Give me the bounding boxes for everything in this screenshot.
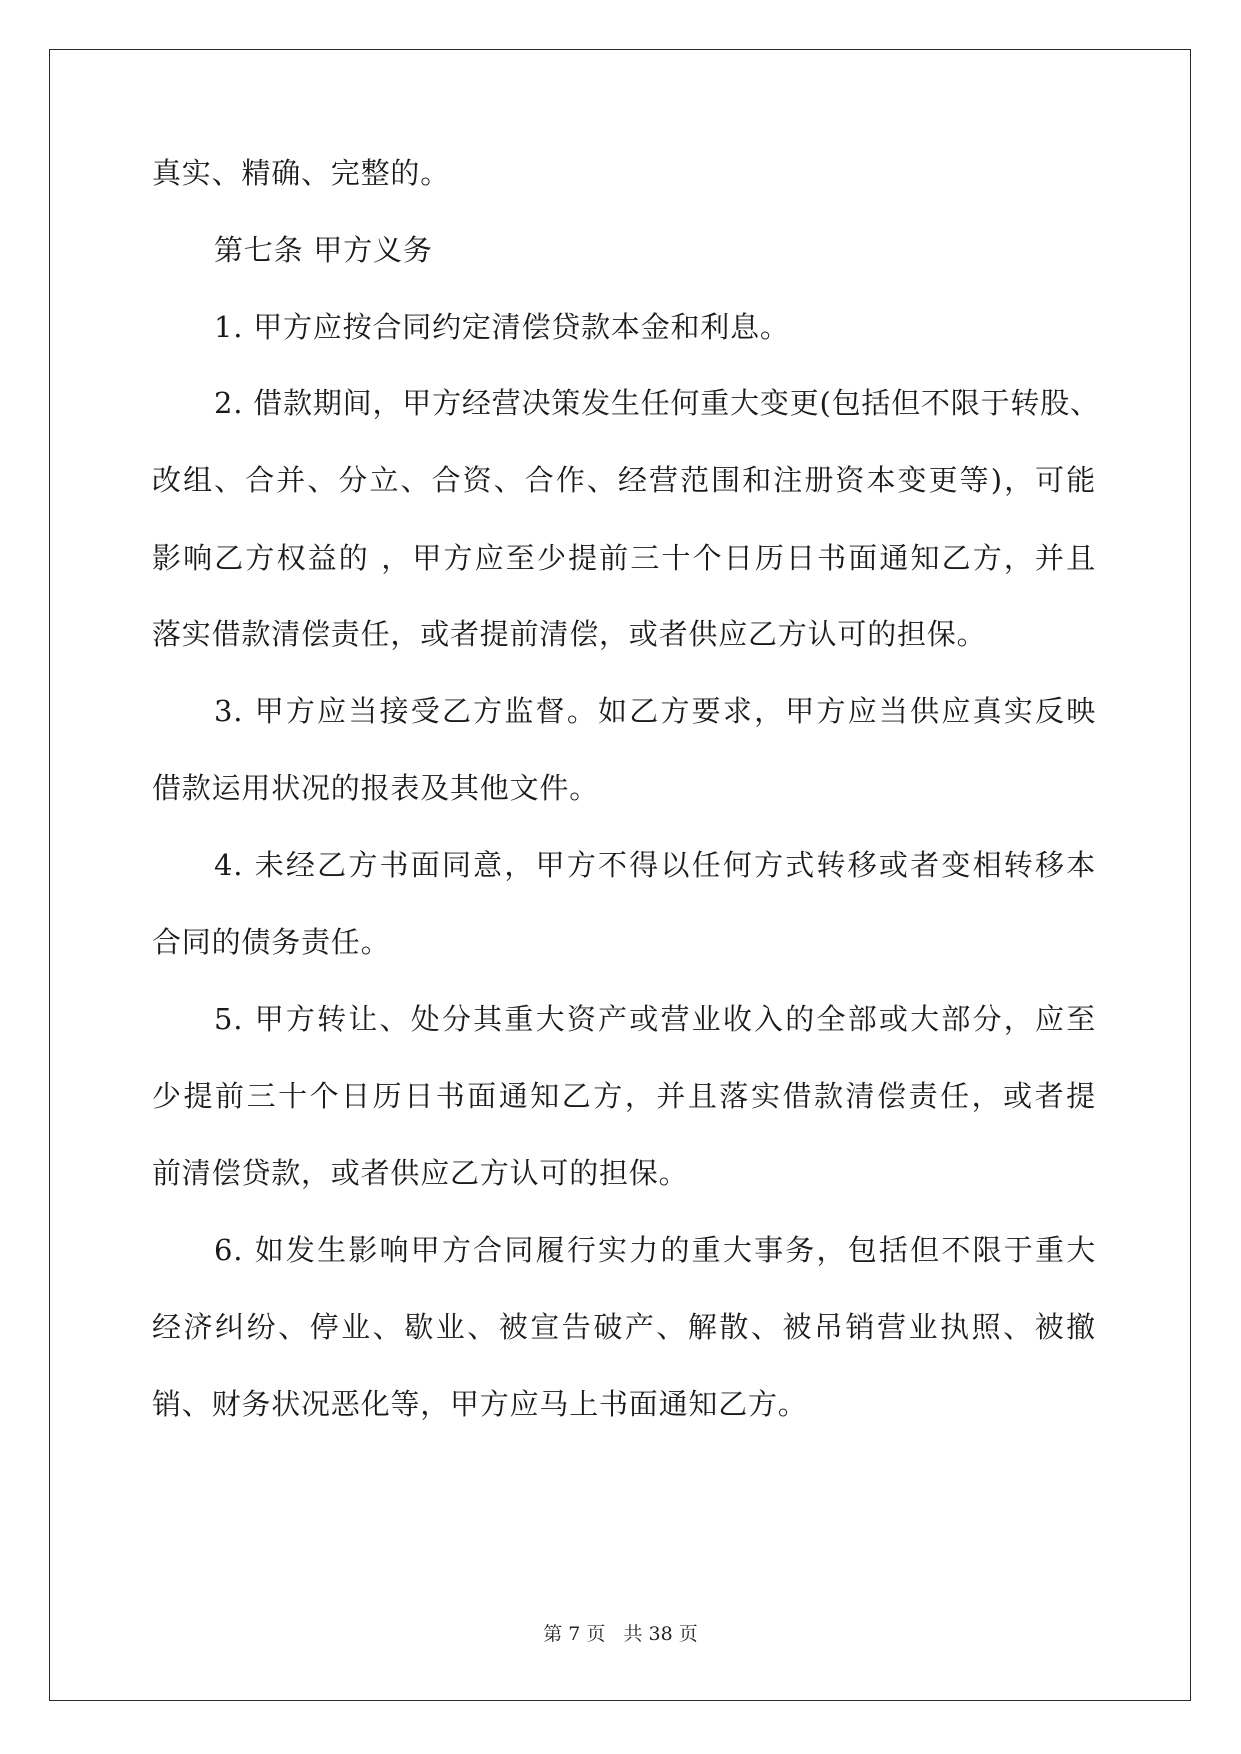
text-line: 4. 未经乙方书面同意，甲方不得以任何方式转移或者变相转移本 xyxy=(214,848,1096,882)
text-line: 前清偿贷款，或者供应乙方认可的担保。 xyxy=(152,1156,689,1190)
text-line: 5. 甲方转让、处分其重大资产或营业收入的全部或大部分，应至 xyxy=(214,1002,1096,1036)
text-line: 少提前三十个日历日书面通知乙方，并且落实借款清偿责任，或者提 xyxy=(152,1079,1096,1113)
text-line: 经济纠纷、停业、歇业、被宣告破产、解散、被吊销营业执照、被撤 xyxy=(152,1310,1096,1344)
text-line: 改组、合并、分立、合资、合作、经营范围和注册资本变更等)，可能 xyxy=(152,463,1096,497)
text-line: 3. 甲方应当接受乙方监督。如乙方要求，甲方应当供应真实反映 xyxy=(214,694,1096,728)
page-total: 共 38 页 xyxy=(623,1623,698,1645)
page-footer xyxy=(0,1622,1241,1646)
text-line: 1. 甲方应按合同约定清偿贷款本金和利息。 xyxy=(214,310,790,344)
text-line: 影响乙方权益的 ，甲方应至少提前三十个日历日书面通知乙方，并且 xyxy=(152,541,1096,575)
text-line: 借款运用状况的报表及其他文件。 xyxy=(152,771,600,805)
text-line: 销、财务状况恶化等，甲方应马上书面通知乙方。 xyxy=(152,1387,808,1421)
article-heading: 第七条 甲方义务 xyxy=(214,233,433,267)
text-line: 真实、精确、完整的。 xyxy=(152,156,451,190)
text-line: 6. 如发生影响甲方合同履行实力的重大事务，包括但不限于重大 xyxy=(214,1233,1096,1267)
text-line: 合同的债务责任。 xyxy=(152,925,391,959)
page-number: 第 7 页 xyxy=(543,1623,606,1645)
text-line: 2. 借款期间，甲方经营决策发生任何重大变更(包括但不限于转股、 xyxy=(214,386,1100,420)
text-line: 落实借款清偿责任，或者提前清偿，或者供应乙方认可的担保。 xyxy=(152,617,987,651)
